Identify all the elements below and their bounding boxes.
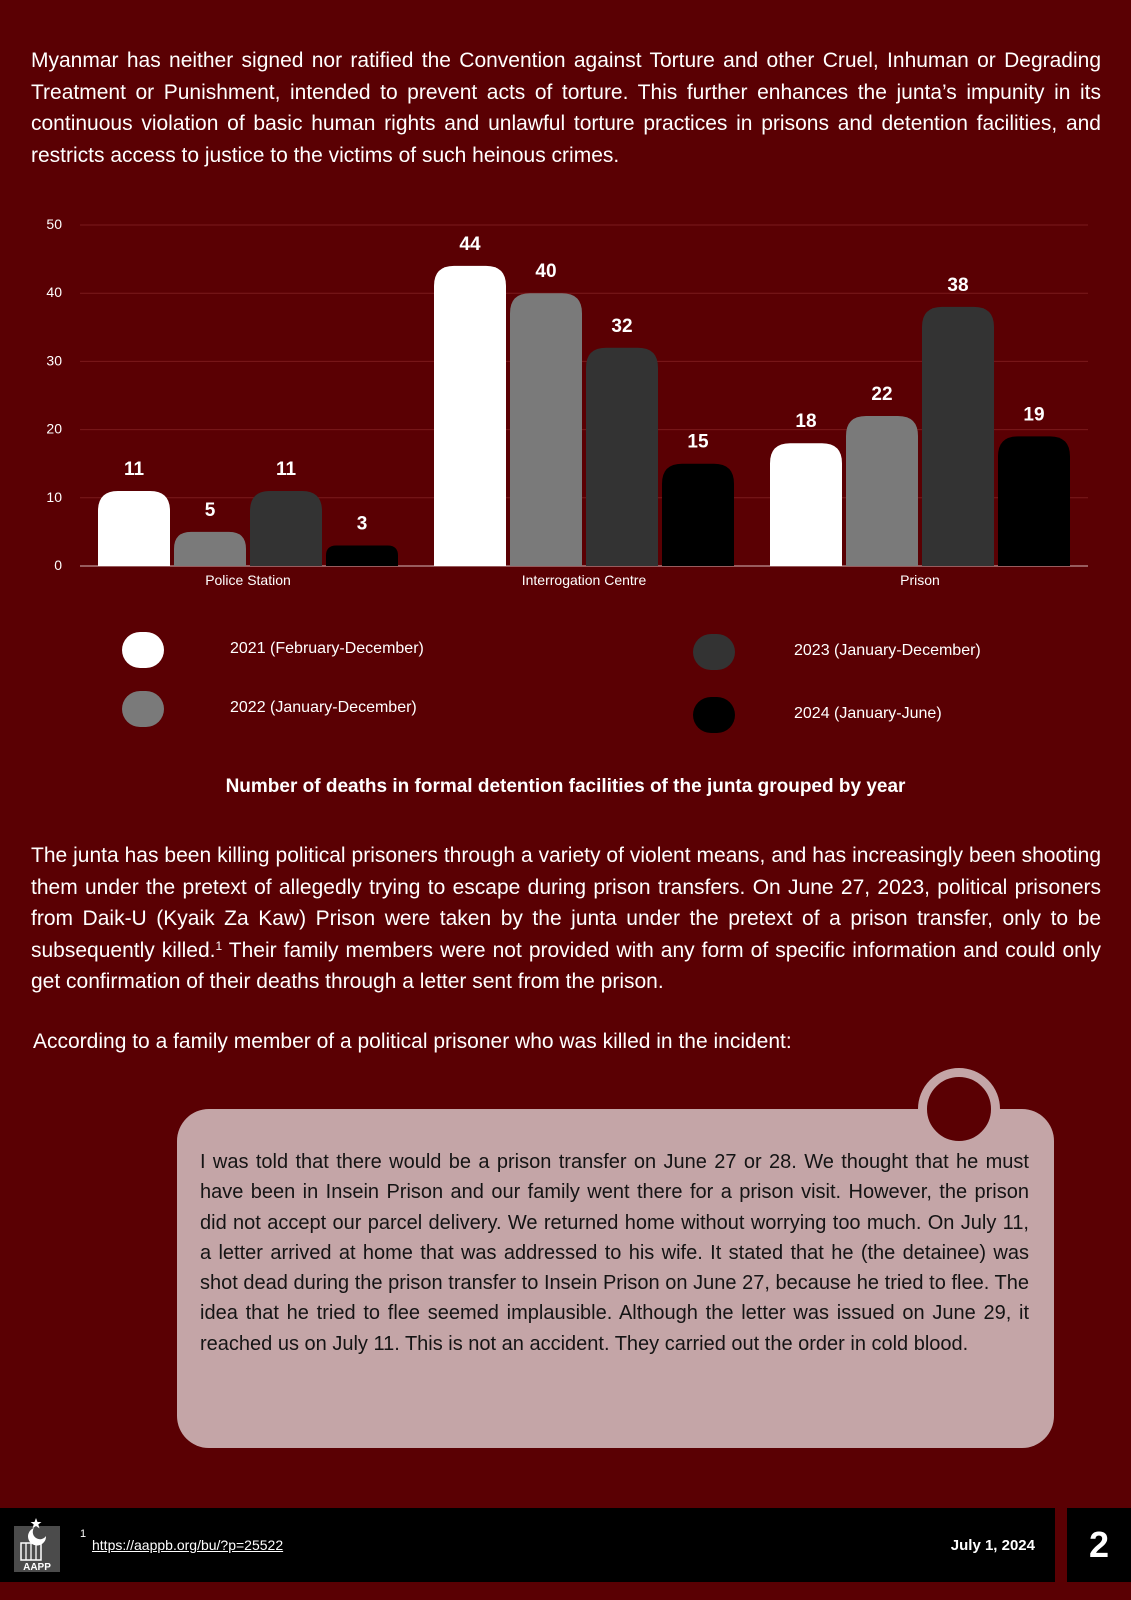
bar-police-station-4	[326, 546, 398, 566]
x-category-label: Prison	[900, 572, 940, 588]
bar-value-label: 11	[123, 458, 145, 480]
footer-bar	[0, 1508, 1055, 1582]
y-tick-label: 50	[46, 216, 62, 232]
bar-prison-4	[998, 436, 1070, 566]
footnote-reference: 1	[215, 938, 223, 953]
page-number-box	[1067, 1508, 1131, 1582]
legend-label-2021: 2021 (February-December)	[230, 640, 424, 657]
bar-police-station-3	[250, 491, 322, 566]
y-tick-label: 40	[46, 284, 62, 301]
quote-lead-in: According to a family member of a political prisoner who was killed in the incident:	[33, 1030, 792, 1053]
legend-swatch-2021	[122, 632, 164, 668]
legend-swatch-2022	[122, 691, 164, 727]
y-tick-label: 0	[54, 557, 62, 573]
y-tick-label: 20	[46, 420, 62, 437]
x-category-label: Interrogation Centre	[521, 572, 647, 588]
bar-value-label: 22	[871, 383, 893, 405]
logo-text: AAPP	[23, 1562, 51, 1572]
deaths-bar-chart	[0, 205, 1131, 605]
y-tick-label: 10	[46, 488, 62, 505]
footnote-number: 1	[80, 1528, 87, 1540]
quote-text: I was told that there would be a prison transfer on June 27 or 28. We thought that he must have been in Insein Prison and our family went there for a prison visit. However, the prison did not accept our parcel delivery. We returned home without worrying too much. On July 11, a letter arrived at home that was addressed to his wife. It stated that he (the detainee) was shot dead during the prison transfer to Insein Prison on June 27, because he tried to flee. The idea that he tried to flee seemed implausible. Although the letter was issued on June 29, it reached us on July 11. This is not an accident. They carried out the order in cold blood.	[200, 1151, 1029, 1355]
bar-value-label: 32	[611, 315, 633, 337]
legend-label-2023: 2023 (January-December)	[794, 642, 981, 659]
chart-caption: Number of deaths in formal detention facilities of the junta grouped by year	[225, 776, 906, 797]
legend-label-2024: 2024 (January-June)	[794, 705, 942, 722]
bar-value-label: 19	[1023, 404, 1045, 426]
legend-label-2022: 2022 (January-December)	[230, 699, 417, 716]
bar-value-label: 44	[459, 233, 481, 255]
y-tick-label: 30	[46, 352, 62, 369]
bar-value-label: 18	[795, 411, 817, 433]
bar-value-label: 40	[535, 261, 557, 283]
bar-value-label: 5	[204, 499, 216, 521]
bar-interrogation-centre-2	[510, 293, 582, 566]
quote-ring-decoration	[918, 1068, 1000, 1150]
aapp-logo	[14, 1518, 60, 1572]
bar-interrogation-centre-1	[434, 266, 506, 566]
legend-swatch-2023	[693, 634, 735, 670]
body-paragraph-continuation: Their family members were not provided with any form of specific information and could only get confirmation of their deaths through a letter sent from the prison.	[31, 938, 1101, 993]
x-category-label: Police Station	[205, 572, 291, 588]
bar-police-station-2	[174, 532, 246, 566]
bar-prison-1	[770, 443, 842, 566]
intro-paragraph: Myanmar has neither signed nor ratified the Convention against Torture and other Cruel, Inhuman or Degrading Treatment or Punishment, intended to prevent acts of torture. This further enhances the junta’s impunity in its continuous violation of basic human rights and unlawful torture practices in prisons and detention facilities, and restricts access to justice to the victims of such heinous crimes.	[31, 49, 1101, 167]
bar-value-label: 3	[356, 513, 368, 535]
legend-swatch-2024	[693, 697, 735, 733]
bar-police-station-1	[98, 491, 170, 566]
bar-prison-3	[922, 307, 994, 566]
body-paragraph	[31, 840, 1101, 998]
bar-value-label: 15	[687, 431, 709, 453]
bar-value-label: 11	[275, 458, 297, 480]
bar-interrogation-centre-4	[662, 464, 734, 566]
bar-value-label: 38	[947, 274, 969, 296]
bar-interrogation-centre-3	[586, 348, 658, 566]
bar-prison-2	[846, 416, 918, 566]
footnote-link[interactable]: https://aappb.org/bu/?p=25522	[92, 1537, 284, 1553]
publication-date: July 1, 2024	[950, 1537, 1035, 1554]
page-number: 2	[1088, 1524, 1110, 1565]
body-paragraph-text: The junta has been killing political prisoners through a variety of violent means, and has increasingly been shooting them under the pretext of allegedly trying to escape during prison transfers. On June 27, 2023, political prisoners from Daik-U (Kyaik Za Kaw) Prison were taken by the junta under the pretext of a prison transfer, only to be subsequently killed.	[31, 844, 1101, 962]
